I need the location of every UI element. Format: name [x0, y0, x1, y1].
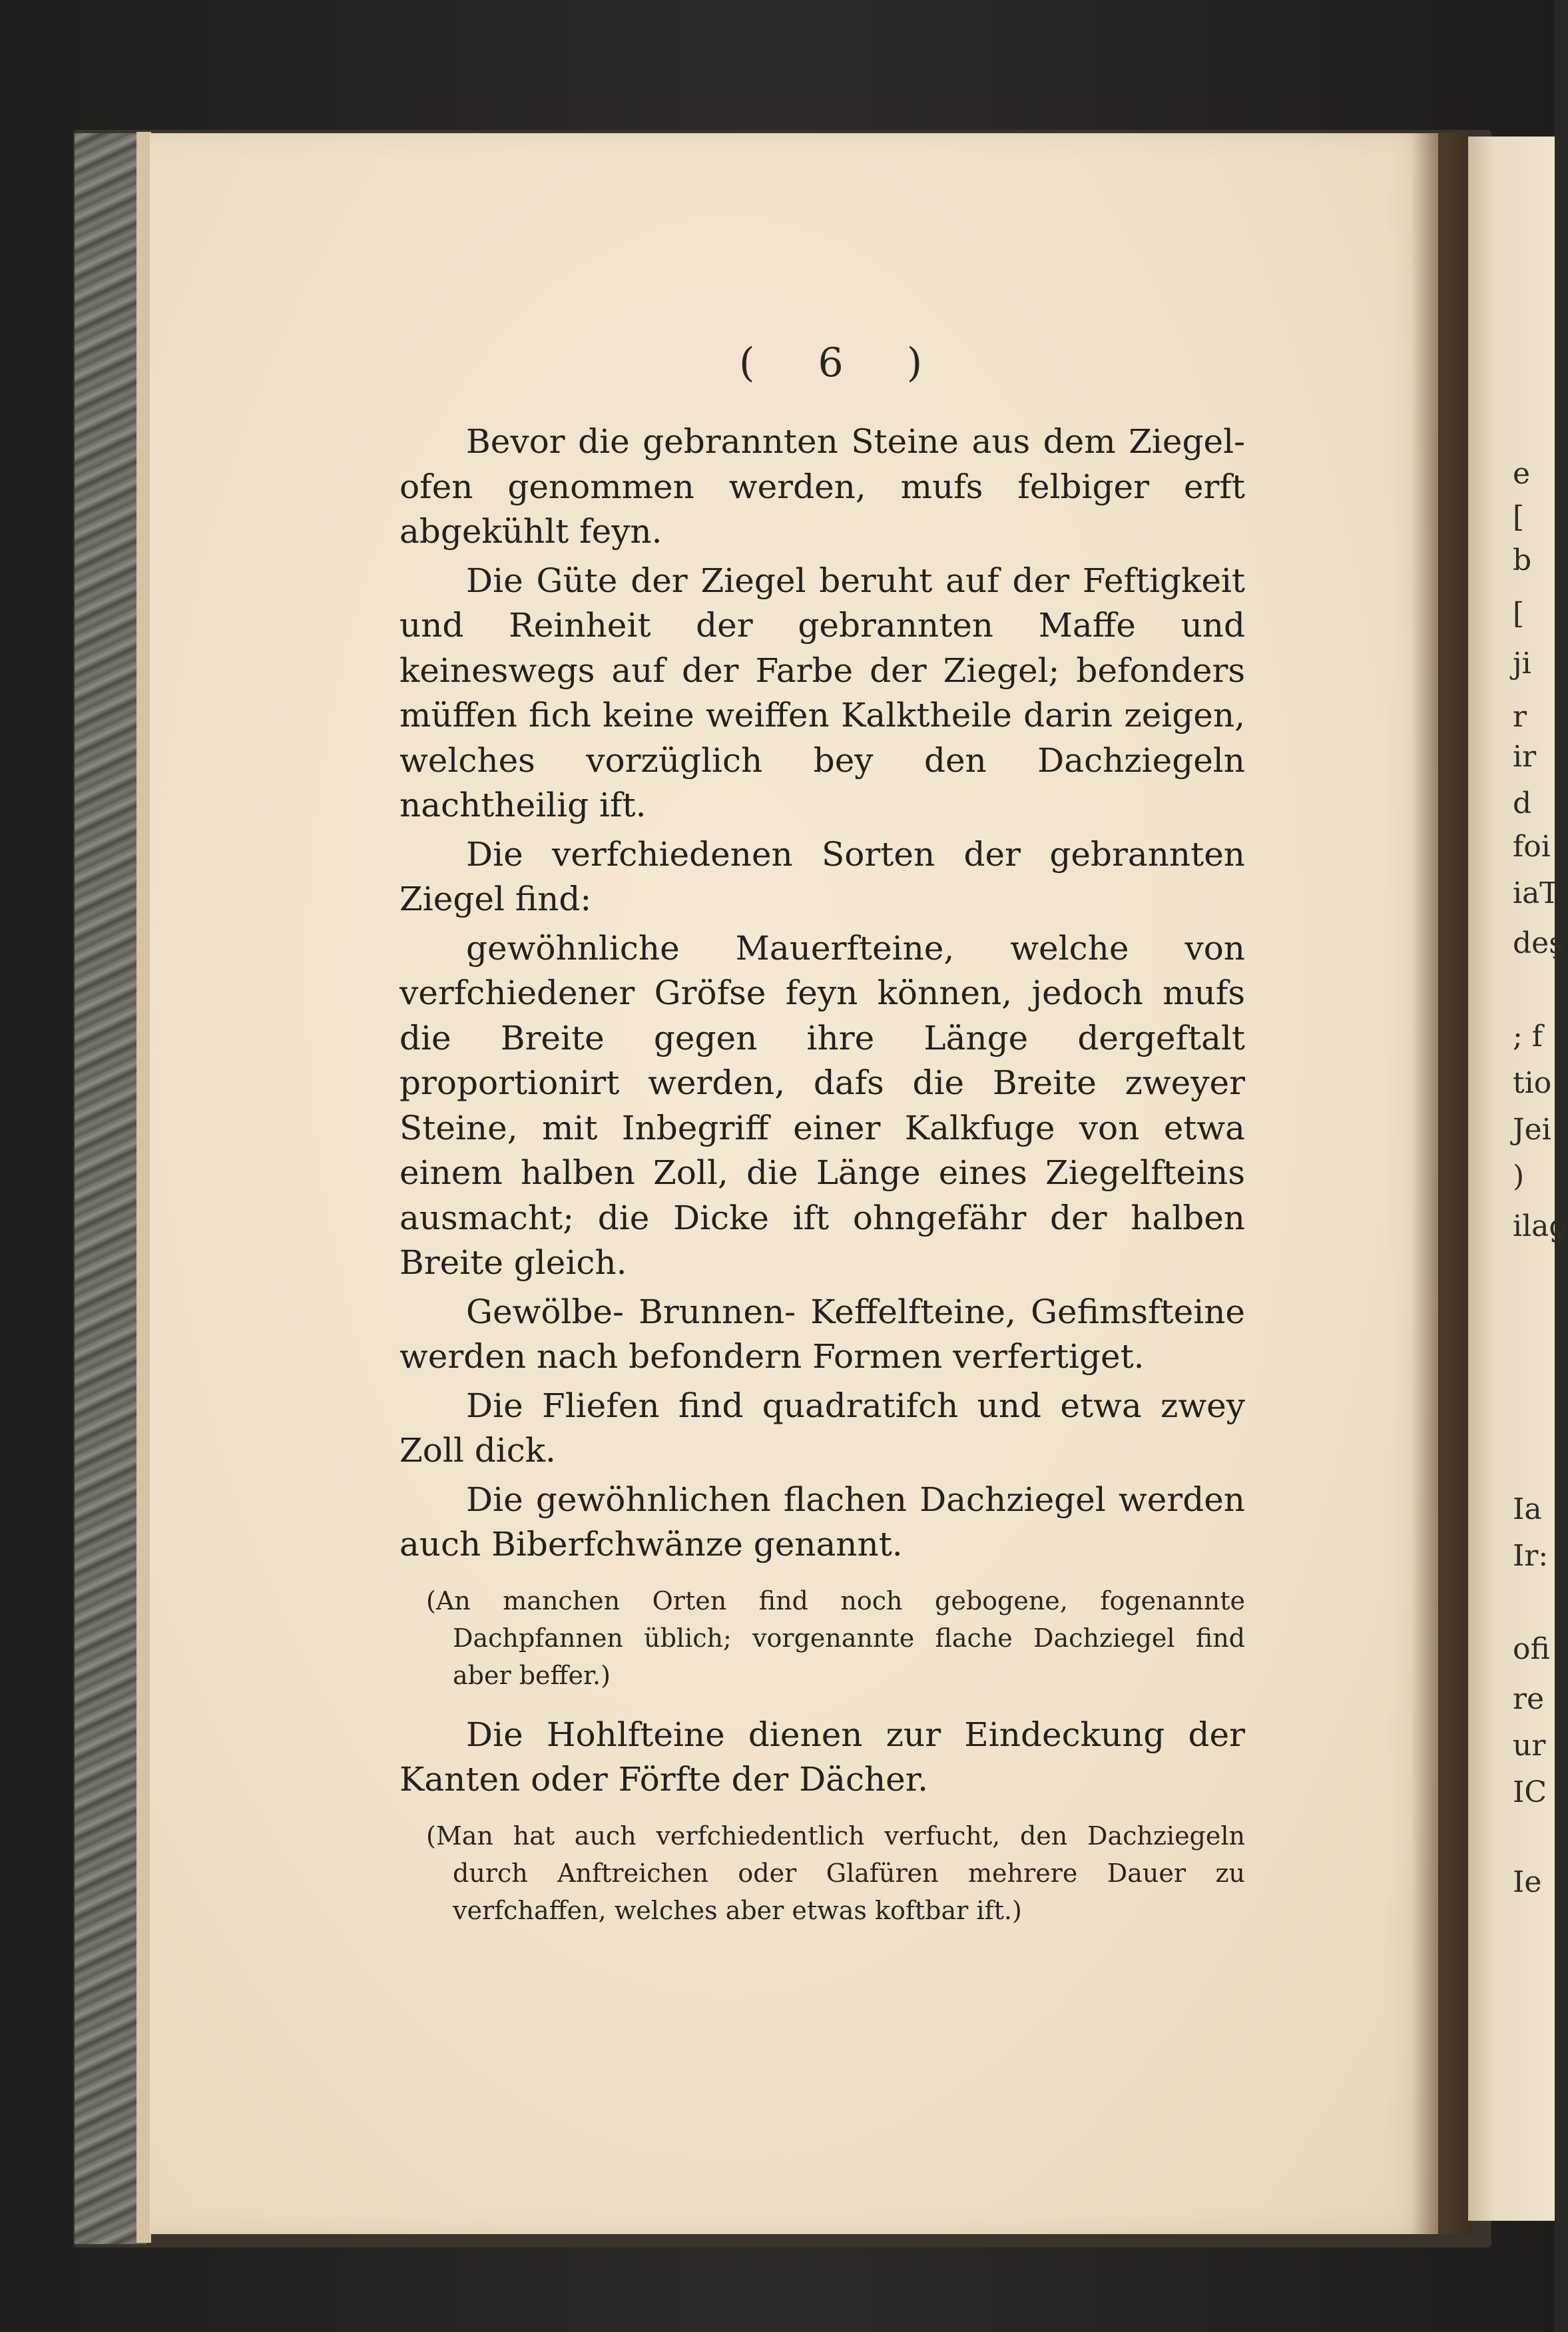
facing-fragment: )	[1513, 1159, 1525, 1193]
book-gutter	[1412, 133, 1471, 2234]
facing-fragment: deş	[1513, 926, 1564, 960]
facing-fragment: iaT	[1513, 876, 1559, 910]
footnote: (Man hat auch verfchiedentlich verfucht, den Dachziegeln durch Anftreichen oder Glafüren mehrere Dauer zu verfchaffen, welches aber etwas koftbar ift.)	[426, 1821, 1245, 1925]
facing-fragment: Ir:	[1513, 1539, 1549, 1573]
facing-fragment: r	[1513, 700, 1527, 734]
paragraph: Die Güte der Ziegel beruht auf der Feftigkeit und Reinheit der gebrannten Maffe und keineswegs auf der Farbe der Ziegel; befonders müffen fich keine weiffen Kalktheile darin zeigen, welches vorzüglich bey den Dachziegeln nachtheilig ift.	[399, 561, 1245, 824]
footnote: (An manchen Orten find noch gebogene, fogenannte Dachpfannen üblich; vorgenannte flache Dachziegel find aber beffer.)	[426, 1586, 1245, 1690]
paragraph: Die gewöhnlichen flachen Dachziegel werden auch Biberfchwänze genannt.	[399, 1480, 1245, 1564]
facing-fragment: re	[1513, 1682, 1545, 1716]
page-number: ( 6 )	[739, 340, 948, 386]
facing-fragment: ji	[1513, 647, 1531, 681]
facing-fragment: foi	[1513, 830, 1551, 864]
facing-fragment: Ie	[1513, 1865, 1542, 1899]
paragraph: Gewölbe- Brunnen- Keffelfteine, Gefimsfteine werden nach befondern Formen verfertiget.	[399, 1292, 1245, 1376]
facing-fragment: ilag	[1513, 1209, 1568, 1243]
facing-fragment: tio	[1513, 1066, 1552, 1100]
facing-fragment: ir	[1513, 740, 1537, 774]
facing-fragment: ofi	[1513, 1632, 1550, 1666]
facing-fragment: [	[1513, 500, 1525, 534]
facing-fragment: d	[1513, 786, 1532, 820]
paragraph: Bevor die gebrannten Steine aus dem Ziegel-ofen genommen werden, mufs felbiger erft abgekühlt feyn.	[399, 422, 1245, 551]
facing-fragment: IC	[1513, 1775, 1547, 1809]
paragraph: Die Fliefen find quadratifch und etwa zwey Zoll dick.	[399, 1386, 1245, 1470]
facing-fragment: [	[1513, 597, 1525, 631]
paragraph: gewöhnliche Mauerfteine, welche von verfchiedener Gröfse feyn können, jedoch mufs die Breite gegen ihre Länge dergeftalt proportionirt werden, dafs die Breite zweyer Steine, mit Inbegriff einer Kalkfuge von etwa einem halben Zoll, die Länge eines Ziegelfteins ausmacht; die Dicke ift ohngefähr der halben Breite gleich.	[399, 928, 1245, 1282]
body-text	[399, 420, 1245, 1948]
paragraph: Die verfchiedenen Sorten der gebrannten Ziegel find:	[399, 834, 1245, 918]
paragraph: Die Hohlfteine dienen zur Eindeckung der Kanten oder Förfte der Dächer.	[399, 1715, 1245, 1799]
facing-fragment: Jei	[1513, 1113, 1551, 1147]
facing-fragment: b	[1513, 543, 1532, 577]
facing-fragment: e	[1513, 457, 1531, 491]
facing-page	[1468, 137, 1555, 2221]
page-edges	[136, 132, 151, 2243]
facing-fragment: ; f	[1513, 1020, 1543, 1053]
facing-fragment: ur	[1513, 1729, 1546, 1763]
facing-fragment: Ia	[1513, 1492, 1542, 1526]
